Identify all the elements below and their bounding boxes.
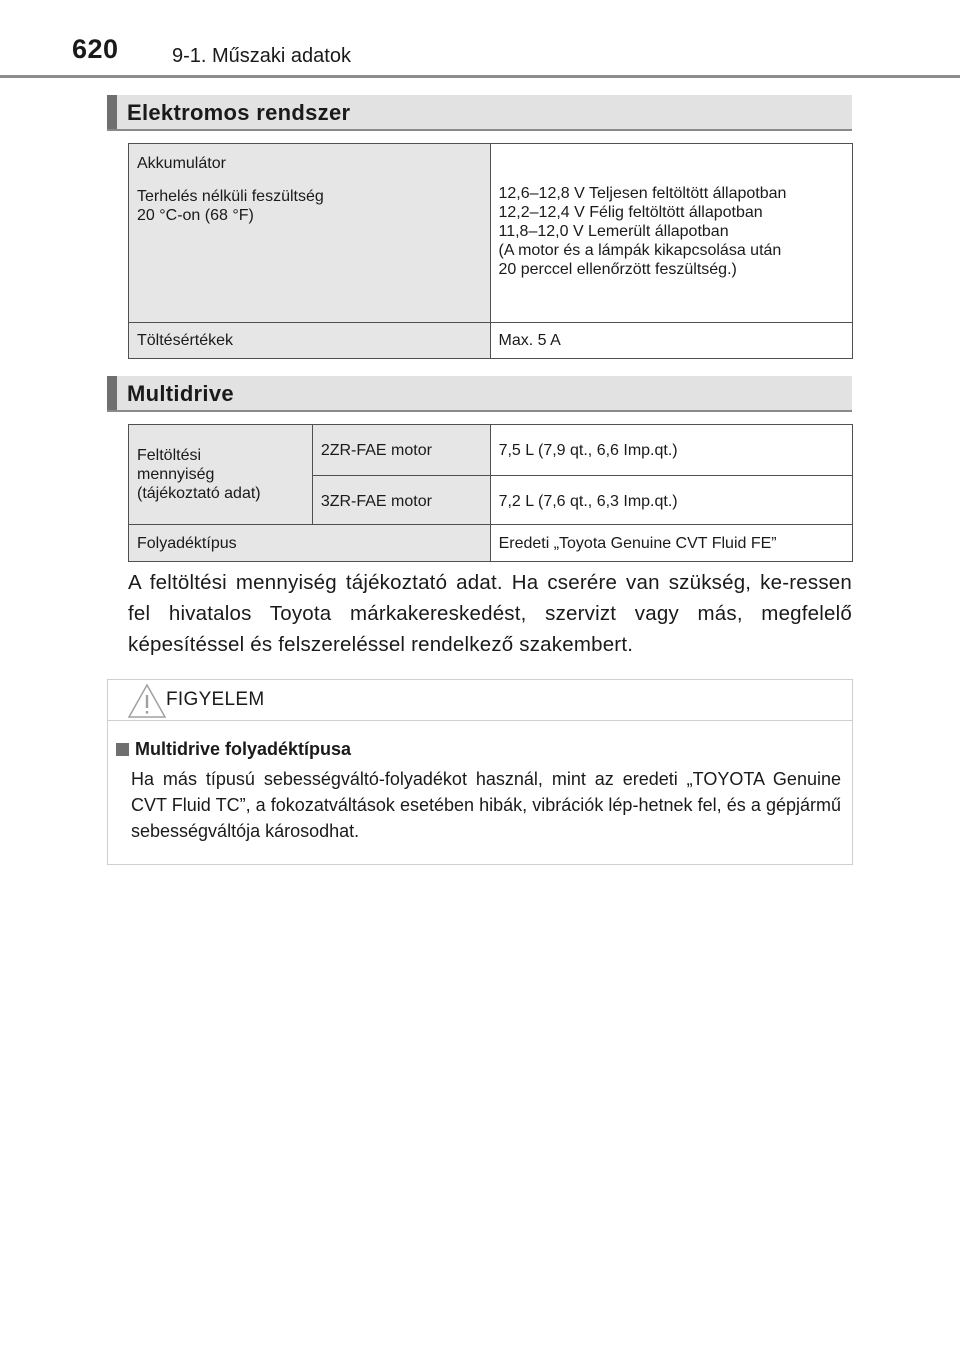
battery-label-cell [129, 144, 491, 323]
voltage-label-line: 20 °C-on (68 °F) [137, 207, 254, 224]
electrical-section-heading [107, 95, 852, 131]
heading-accent-bar [107, 376, 117, 410]
charge-value-cell: Max. 5 A [490, 323, 853, 359]
fluid-type-value-cell: Eredeti „Toyota Genuine CVT Fluid FE” [490, 525, 852, 562]
capacity-value-cell: 7,5 L (7,9 qt., 6,6 Imp.qt.) [490, 425, 852, 476]
table-row [129, 323, 853, 359]
voltage-value-line: 12,6–12,8 V Teljesen feltöltött állapotban [498, 185, 787, 202]
note-paragraph: A feltöltési mennyiség tájékoztató adat. Ha cserére van szükség, ke-ressen fel hivatalos Toyota márkakereskedést, szervizt vagy más, megfelelő képesítéssel és felszereléssel rendelkező szakembert. [128, 571, 852, 656]
charge-label-cell: Töltésértékek [129, 323, 491, 359]
section-title: 9-1. Műszaki adatok [172, 45, 351, 67]
caution-subheading-text: Multidrive folyadéktípusa [135, 739, 352, 759]
voltage-value-line: (A motor és a lámpák kikapcsolása után [498, 242, 782, 259]
multidrive-heading-text: Multidrive [127, 381, 234, 406]
caution-text: Ha más típusú sebességváltó-folyadékot használ, mint az eredeti „TOYOTA Genuine CVT Fluid TC”, a fokozatváltások esetében hibák, vibrációk lép-hetnek fel, és a gépjármű sebességváltója károsodhat. [131, 769, 841, 841]
caution-title: FIGYELEM [166, 689, 265, 710]
table-row [129, 525, 853, 562]
caution-header [108, 680, 852, 721]
page-header [0, 0, 960, 80]
page-number: 620 [72, 34, 119, 64]
voltage-value-line: 12,2–12,4 V Félig feltöltött állapotban [498, 204, 763, 221]
fluid-type-label-cell: Folyadéktípus [129, 525, 491, 562]
header-divider [0, 75, 960, 78]
heading-accent-bar [107, 95, 117, 129]
capacity-value-cell: 7,2 L (7,6 qt., 6,3 Imp.qt.) [490, 476, 852, 525]
capacity-label-line: mennyiség [137, 466, 215, 483]
square-bullet-icon [116, 743, 129, 756]
caution-box [107, 679, 853, 865]
multidrive-section-heading [107, 376, 852, 412]
capacity-label-cell [129, 425, 313, 525]
caution-subheading [116, 738, 351, 760]
multidrive-spec-table [128, 424, 853, 562]
capacity-label-line: Feltöltési [137, 447, 202, 464]
capacity-label-line: (tájékoztató adat) [137, 485, 261, 502]
engine-cell: 3ZR-FAE motor [312, 476, 490, 525]
voltage-values-cell [490, 144, 853, 323]
battery-label: Akkumulátor [137, 155, 226, 172]
voltage-label-line: Terhelés nélküli feszültség [137, 188, 324, 205]
warning-triangle-icon [127, 683, 167, 719]
table-row [129, 425, 853, 476]
engine-cell: 2ZR-FAE motor [312, 425, 490, 476]
voltage-value-line: 11,8–12,0 V Lemerült állapotban [498, 223, 729, 240]
voltage-value-line: 20 perccel ellenőrzött feszültség.) [498, 261, 737, 278]
electrical-heading-text: Elektromos rendszer [127, 100, 351, 125]
electrical-spec-table [128, 143, 853, 359]
table-row [129, 144, 853, 323]
